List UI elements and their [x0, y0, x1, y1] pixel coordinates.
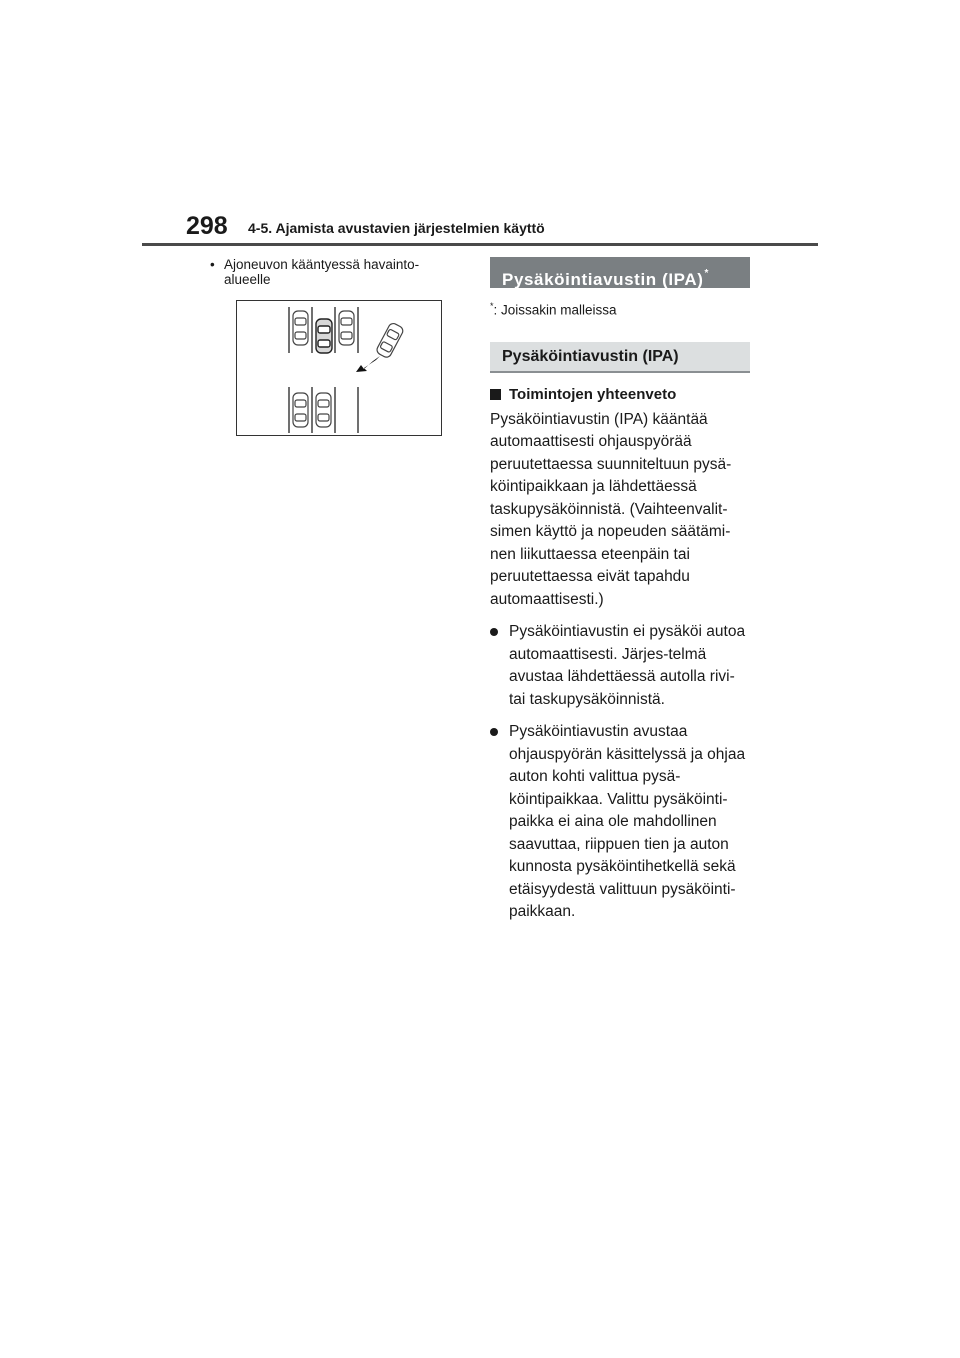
parked-car-icon	[293, 393, 308, 427]
section-banner-marker: *	[704, 268, 709, 279]
footnote	[490, 301, 750, 318]
page-number: 298	[186, 212, 228, 240]
parked-car-icon	[339, 311, 354, 345]
footnote-marker: *	[490, 301, 494, 311]
round-bullet-icon	[490, 721, 509, 924]
list-item-text: Pysäköintiavustin avustaa ohjauspyörän käsittelyssä ja ohjaa auton kohti valittua pysä-köintipaikkaa. Valittu pysäköinti-paikka ei aina ole mahdollinen saavuttaa, riippuen tien ja auton kunnosta pysäköintihetkellä sekä etäisyydestä valittuun pysäköinti-paikkaan.	[509, 723, 746, 920]
round-bullet-icon	[490, 621, 509, 711]
bullet-dot-icon: •	[210, 257, 215, 272]
header-rule	[142, 243, 818, 246]
bullet-note	[210, 257, 446, 287]
direction-arrow-icon	[356, 356, 380, 372]
square-bullet-icon	[490, 389, 501, 400]
parking-diagram-svg	[237, 301, 441, 435]
list-item	[490, 621, 750, 711]
parking-diagram	[236, 300, 442, 436]
approaching-car-icon	[375, 322, 404, 359]
parked-car-icon	[293, 311, 308, 345]
own-car-icon	[316, 319, 332, 353]
section-banner-title: Pysäköintiavustin (IPA)	[502, 270, 704, 289]
right-column	[490, 257, 750, 924]
subsection-banner	[490, 342, 750, 373]
list-item-text: Pysäköintiavustin ei pysäköi autoa automaattisesti. Järjes-telmä avustaa lähdettäessä autolla rivi- tai taskupysäköinnistä.	[509, 623, 746, 708]
parked-car-icon	[316, 393, 331, 427]
body-paragraph: Pysäköintiavustin (IPA) kääntää automaattisesti ohjauspyörää peruutettaessa suunniteltuun pysä-köintipaikkaan ja lähdettäessä taskupysäköinnistä. (Vaihteenvalit-simen käyttö ja nopeuden säätämi-nen liikuttaessa eteenpäin tai peruutettaessa eivät tapahdu automaattisesti.)	[490, 410, 732, 608]
section-banner	[490, 257, 750, 288]
subheading-text: Toimintojen yhteenveto	[509, 385, 677, 403]
subsection-banner-title: Pysäköintiavustin (IPA)	[502, 347, 679, 365]
footnote-text: : Joissakin malleissa	[493, 302, 617, 318]
section-title: 4-5. Ajamista avustavien järjestelmien käyttö	[248, 220, 545, 236]
bullet-note-text: Ajoneuvon kääntyessä havainto-alueelle	[224, 257, 420, 287]
list-item	[490, 721, 750, 924]
subheading	[490, 386, 750, 403]
left-column	[210, 257, 446, 287]
